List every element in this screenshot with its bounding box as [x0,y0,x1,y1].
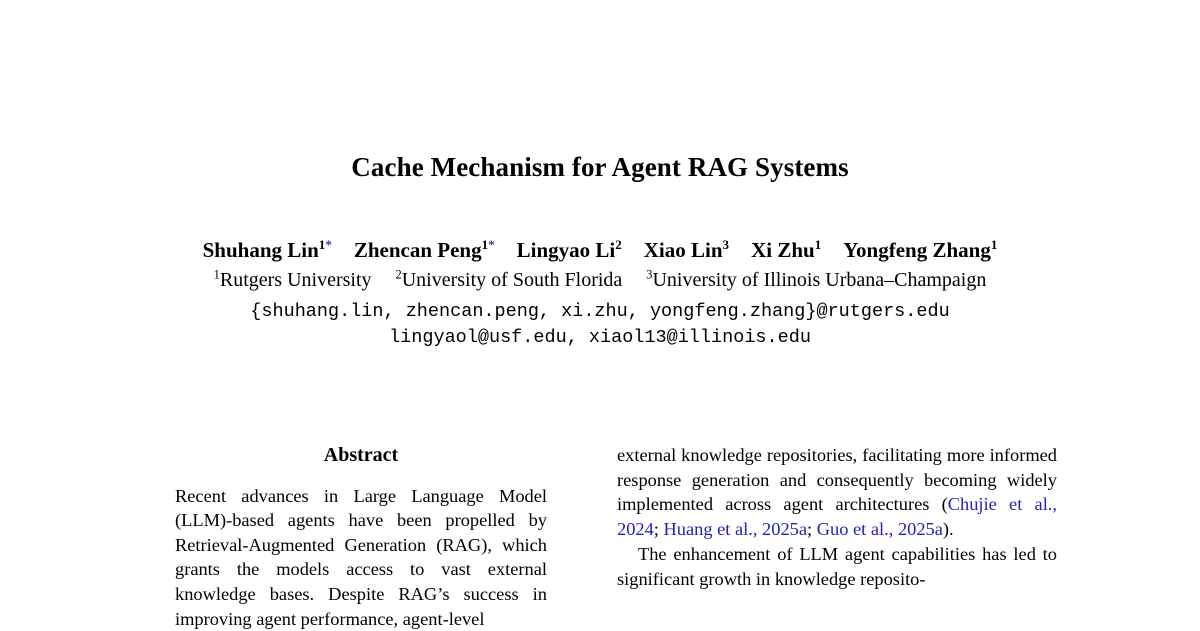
affiliation-name: University of South Florida [401,269,623,291]
author-name: Lingyao Li [516,238,616,262]
citation-link-guo[interactable]: Guo et al., 2025a [816,518,943,539]
author-affiliation-marker: 2 [615,237,622,252]
author-affiliation-marker: 1 [814,237,822,252]
affiliation-name: University of Illinois Urbana–Champaign [652,269,987,291]
introduction-column [617,443,1057,592]
abstract-column [175,443,547,631]
author-equal-contribution-marker[interactable]: * [325,237,332,252]
author-name: Zhencan Peng [353,238,482,262]
citation-link-chujie[interactable]: Chujie et al., 2024 [617,494,1057,539]
author-affiliation-marker: 1 [990,237,998,252]
author-entry [517,238,622,263]
affiliation-marker: 3 [646,267,653,282]
author-entry [203,238,332,263]
author-name: Shuhang Lin [202,238,319,262]
author-entry [644,238,729,263]
affiliation-name: Rutgers University [219,269,372,291]
abstract-body: Recent advances in Large Language Model (LLM)-based agents have been propelled by Retrieval-Augmented Generation (RAG), which grants the models access to vast external knowledge bases. Despite RAG’s success in improving agent performance, agent-level [175,485,547,629]
affiliation-entry [396,269,623,292]
author-affiliation-marker: 1 [318,237,326,252]
author-equal-contribution-marker[interactable]: * [488,237,495,252]
intro-paragraph-1-tail: ). [942,518,954,539]
email-line-secondary[interactable]: lingyaol@usf.edu, xiaol13@illinois.edu [389,327,811,348]
affiliation-list [0,269,1200,292]
email-line-primary[interactable]: {shuhang.lin, zhencan.peng, xi.zhu, yongfeng.zhang}@rutgers.edu [250,301,950,322]
intro-paragraph-1-text: external knowledge repositories, facilitating more informed response generation and consequently becoming widely implemented across agent architectures ( [617,445,1057,515]
abstract-heading: Abstract [323,444,399,466]
citation-link-huang[interactable]: Huang et al., 2025a [663,518,808,539]
intro-paragraph-2: The enhancement of LLM agent capabilities has led to significant growth in knowledge reposito- [617,544,1057,589]
author-list [0,238,1200,263]
intro-paragraph-1 [617,443,1057,541]
affiliation-marker: 1 [213,267,220,282]
citation-separator: ; [653,518,664,539]
author-name: Xiao Lin [643,238,723,262]
author-affiliation-marker: 1 [481,237,489,252]
author-entry [354,238,495,263]
citation-separator: ; [807,518,817,539]
email-block [0,299,1200,351]
affiliation-entry [646,269,986,292]
author-name: Xi Zhu [751,238,815,262]
author-affiliation-marker: 3 [722,237,730,252]
affiliation-marker: 2 [395,267,402,282]
affiliation-entry [214,269,372,292]
author-entry [843,238,997,263]
paper-title: Cache Mechanism for Agent RAG Systems [351,152,849,182]
author-entry [751,238,821,263]
author-name: Yongfeng Zhang [843,238,991,262]
